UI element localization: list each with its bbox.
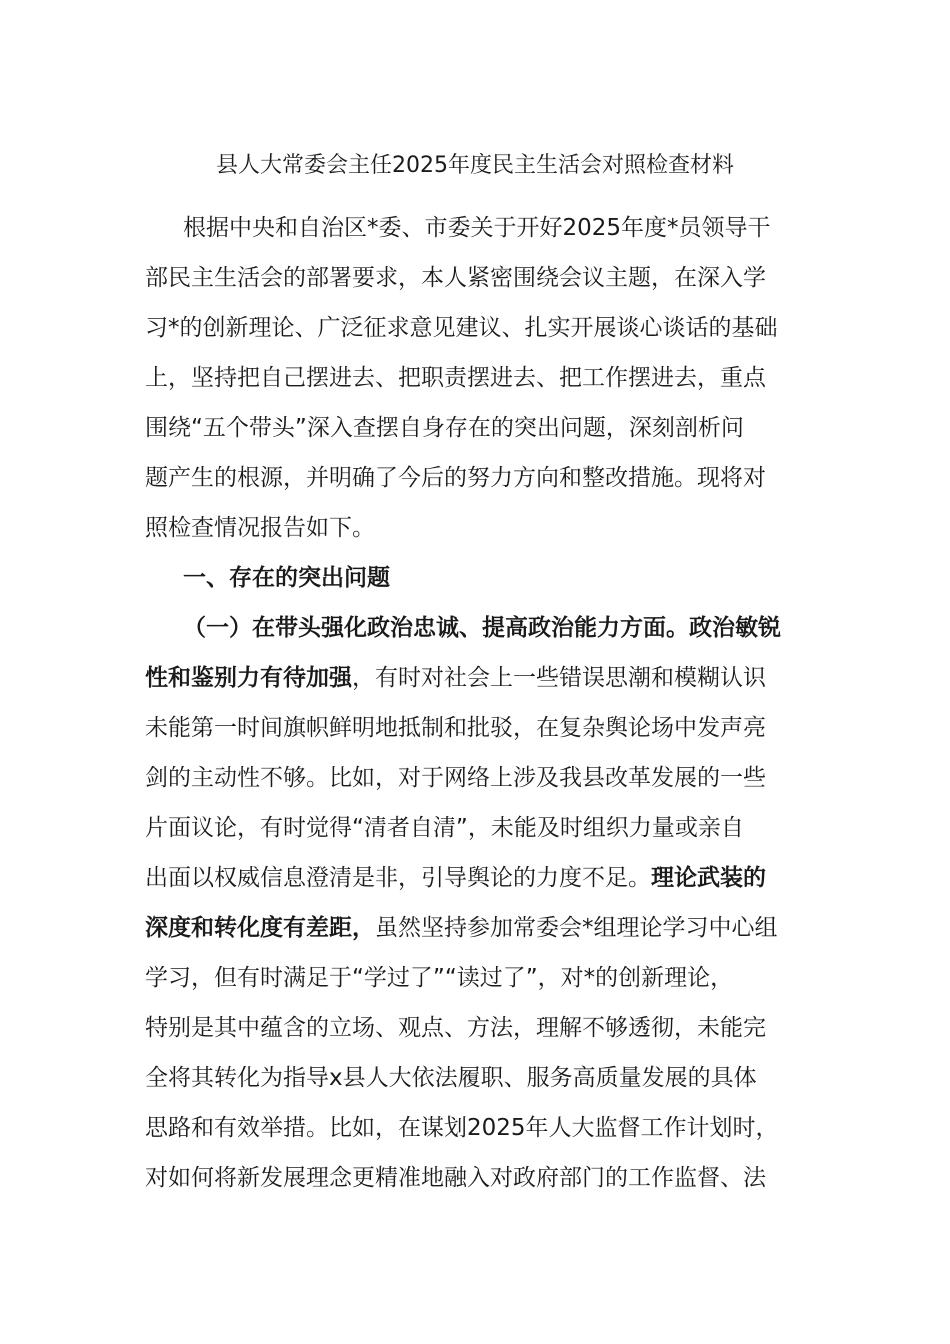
subsection-1-paragraph bbox=[145, 603, 807, 1203]
sub1-line-6 bbox=[145, 853, 807, 903]
sub1-line-7-rest: 虽然坚持参加常委会*组理论学习中心组 bbox=[375, 915, 778, 941]
sub1-line-12: 对如何将新发展理念更精准地融入对政府部门的工作监督、法 bbox=[145, 1165, 766, 1191]
sub1-line-2-bold: 性和鉴别力有待加强 bbox=[145, 665, 352, 691]
section-1-heading: 一、存在的突出问题 bbox=[183, 565, 390, 591]
document-title: 县人大常委会主任2025年度民主生活会对照检查材料 bbox=[216, 153, 734, 178]
sub1-line-6-rest: 出面以权威信息澄清是非，引导舆论的力度不足。 bbox=[145, 865, 651, 891]
intro-line-3: 习*的创新理论、广泛征求意见建议、扎实开展谈心谈话的基础 bbox=[145, 315, 778, 341]
sub1-line-6-bold: 理论武装的 bbox=[651, 865, 766, 891]
intro-paragraph bbox=[145, 203, 807, 553]
intro-line-5: 围绕“五个带头”深入查摆自身存在的突出问题，深刻剖析问 bbox=[145, 415, 744, 441]
sub1-line-2 bbox=[145, 653, 807, 703]
intro-line-4: 上，坚持把自己摆进去、把职责摆进去、把工作摆进去，重点 bbox=[145, 365, 766, 391]
sub1-line-10: 全将其转化为指导x县人大依法履职、服务高质量发展的具体 bbox=[145, 1065, 757, 1091]
intro-line-7: 照检查情况报告如下。 bbox=[145, 515, 375, 541]
sub1-line-11: 思路和有效举措。比如，在谋划2025年人大监督工作计划时， bbox=[145, 1115, 779, 1141]
sub1-line-7-bold: 深度和转化度有差距， bbox=[145, 915, 375, 941]
intro-line-6: 题产生的根源，并明确了今后的努力方向和整改措施。现将对 bbox=[145, 465, 766, 491]
sub1-line-4: 剑的主动性不够。比如，对于网络上涉及我县改革发展的一些 bbox=[145, 765, 766, 791]
section-heading bbox=[145, 553, 807, 603]
sub1-line-7 bbox=[145, 903, 807, 953]
sub1-line-8: 学习，但有时满足于“学过了”“读过了”，对*的创新理论， bbox=[145, 965, 734, 991]
sub1-line-3: 未能第一时间旗帜鲜明地抵制和批驳，在复杂舆论场中发声亮 bbox=[145, 715, 766, 741]
intro-line-1: 根据中央和自治区*委、市委关于开好2025年度*员领导干 bbox=[183, 215, 771, 241]
sub1-line-2-rest: ，有时对社会上一些错误思潮和模糊认识 bbox=[352, 665, 766, 691]
sub1-line-1: （一）在带头强化政治忠诚、提高政治能力方面。政治敏锐 bbox=[183, 615, 781, 641]
intro-line-2: 部民主生活会的部署要求，本人紧密围绕会议主题，在深入学 bbox=[145, 265, 766, 291]
sub1-line-5: 片面议论，有时觉得“清者自清”，未能及时组织力量或亲自 bbox=[145, 815, 744, 841]
sub1-line-9: 特别是其中蕴含的立场、观点、方法，理解不够透彻，未能完 bbox=[145, 1015, 766, 1041]
